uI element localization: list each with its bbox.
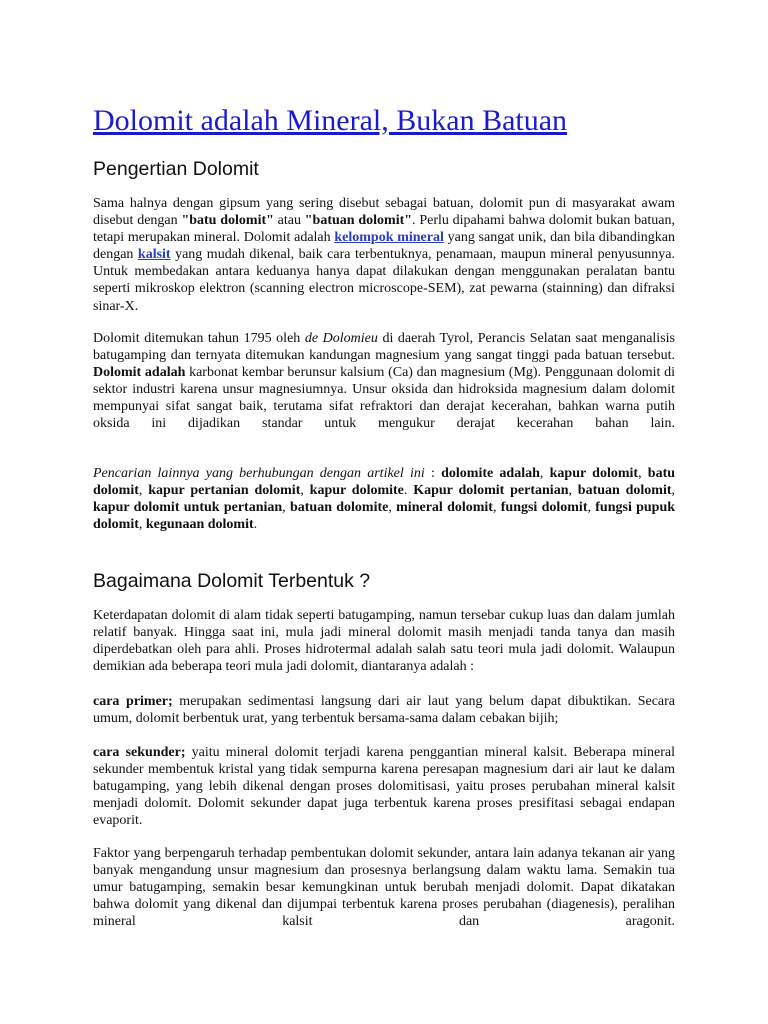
text-run: , bbox=[539, 466, 550, 481]
bold-text: batuan dolomit bbox=[577, 483, 672, 499]
bold-text: fungsi dolomit bbox=[500, 500, 588, 516]
article-title[interactable]: Dolomit adalah Mineral, Bukan Batuan bbox=[93, 104, 568, 137]
heading-pembentukan: Bagaimana Dolomit Terbentuk ? bbox=[93, 570, 371, 592]
bold-text: kapur pertanian dolomit bbox=[148, 483, 301, 499]
bold-text: kapur dolomit untuk pertanian bbox=[93, 500, 283, 516]
text-run: , bbox=[492, 500, 501, 516]
bold-text: fungsi pupuk dolomit bbox=[93, 500, 676, 533]
paragraph-cara-primer bbox=[93, 693, 675, 727]
bold-text: Dolomit adalah bbox=[93, 365, 186, 381]
text-run: , bbox=[138, 517, 146, 533]
heading-pengertian: Pengertian Dolomit bbox=[93, 158, 259, 180]
inline-link[interactable]: kalsit bbox=[137, 247, 171, 263]
text-run: , bbox=[388, 500, 397, 516]
bold-text: kegunaan dolomit bbox=[145, 517, 254, 533]
bold-text: "batu dolomit" bbox=[181, 213, 274, 229]
text-run: , bbox=[568, 483, 578, 499]
text-run: di daerah Tyrol, Perancis Selatan saat menganalisis batugamping dan ternyata ditemukan kandungan magnesium yang sangat tinggi pada batuan tersebut. bbox=[93, 331, 675, 364]
italic-text: Pencarian lainnya yang berhubungan dengan artikel ini bbox=[93, 466, 425, 481]
bold-text: kapur dolomite bbox=[309, 483, 404, 499]
text-run: yang sangat unik, dan bila dibandingkan dengan bbox=[93, 230, 676, 263]
text-run: , bbox=[638, 466, 648, 481]
related-search-paragraph bbox=[93, 465, 675, 533]
paragraph bbox=[93, 195, 675, 315]
bold-text: Kapur dolomit pertanian bbox=[413, 483, 569, 499]
bold-text: kapur dolomit bbox=[549, 466, 639, 481]
bold-text: "batuan dolomit" bbox=[304, 213, 413, 229]
text-run: atau bbox=[273, 213, 305, 229]
text-run: , bbox=[587, 500, 596, 516]
bold-text: batuan dolomite bbox=[289, 500, 389, 516]
inline-link[interactable]: kelompok mineral bbox=[334, 230, 444, 246]
text-run: , bbox=[138, 483, 149, 499]
text-run: Sama halnya dengan gipsum yang sering disebut sebagai batuan, dolomit pun di masyarakat awam disebut dengan bbox=[93, 196, 675, 229]
text-run: merupakan sedimentasi langsung dari air laut yang belum dapat dibuktikan. Secara umum, dolomit berbentuk urat, yang terbentuk bersama-sama dalam cebakan bijih; bbox=[93, 694, 675, 727]
paragraph-cara-sekunder bbox=[93, 744, 675, 829]
bold-text: cara primer; bbox=[93, 694, 173, 709]
text-run: . Perlu dipahami bahwa dolomit bukan batuan, tetapi merupakan mineral. Dolomit adalah bbox=[93, 213, 675, 246]
bold-text: mineral dolomit bbox=[396, 500, 493, 516]
bold-text: batu dolomit bbox=[93, 466, 676, 499]
text-run: Dolomit ditemukan tahun 1795 oleh bbox=[93, 331, 305, 346]
text-run: , bbox=[282, 500, 290, 516]
bold-text: dolomite adalah bbox=[441, 466, 540, 481]
text-run: : bbox=[424, 466, 442, 481]
italic-text: de Dolomieu bbox=[304, 331, 378, 346]
text-run: . bbox=[253, 517, 258, 533]
text-run: Keterdapatan dolomit di alam tidak seperti batugamping, namun tersebar cukup luas dan dalam jumlah relatif banyak. Hingga saat ini, mula jadi mineral dolomit masih menjadi tanda tanya dan masih diperdebatkan oleh para ahli. Proses hidrotermal adalah salah satu teori mula jadi dolomit. Walaupun demikian ada beberapa teori mula jadi dolomit, diantaranya adalah : bbox=[93, 608, 675, 675]
paragraph bbox=[93, 607, 675, 675]
text-run: karbonat kembar berunsur kalsium (Ca) dan magnesium (Mg). Penggunaan dolomit di sektor industri karena unsur magnesiumnya. Unsur oksida dan hidroksida magnesium dalam dolomit mempunyai sifat sangat baik, terutama sifat refraktori dan derajat kecerahan, bahkan warna putih oksida ini dijadikan standar untuk mengukur derajat kecerahan bahan lain. bbox=[93, 365, 675, 432]
text-run: yang mudah dikenal, baik cara terbentuknya, penamaan, maupun mineral penyusunnya. Untuk membedakan antara keduanya hanya dapat dilakukan dengan menggunakan peralatan bantu seperti mikroskop elektron (scanning electron microscope-SEM), zat pewarna (stainning) dan difraksi sinar-X. bbox=[93, 247, 675, 314]
text-run: yaitu mineral dolomit terjadi karena penggantian mineral kalsit. Beberapa mineral sekunder membentuk kristal yang tidak sempurna karena peresapan magnesium dari air laut ke dalam batugamping, yang lebih dikenal dengan proses dolomitisasi, yaitu proses perubahan mineral kalsit menjadi dolomit. Dolomit sekunder dapat juga terbentuk karena proses presifitasi sebagai endapan evaporit. bbox=[93, 745, 676, 829]
text-run: . bbox=[403, 483, 414, 499]
text-run: , bbox=[300, 483, 310, 499]
text-run: , bbox=[671, 483, 676, 499]
text-run: Faktor yang berpengaruh terhadap pembentukan dolomit sekunder, antara lain adanya tekanan air yang banyak mengandung unsur magnesium dan prosesnya berlangsung dalam waktu lama. Semakin tua umur batugamping, semakin besar kemungkinan untuk berubah menjadi dolomit. Dapat dikatakan bahwa dolomit yang dikenal dan dijumpai terbentuk karena proses perubahan (diagenesis), peralihan mineral kalsit dan aragonit. bbox=[93, 846, 675, 930]
bold-text: cara sekunder; bbox=[93, 745, 186, 760]
paragraph bbox=[93, 845, 675, 930]
paragraph bbox=[93, 330, 675, 433]
